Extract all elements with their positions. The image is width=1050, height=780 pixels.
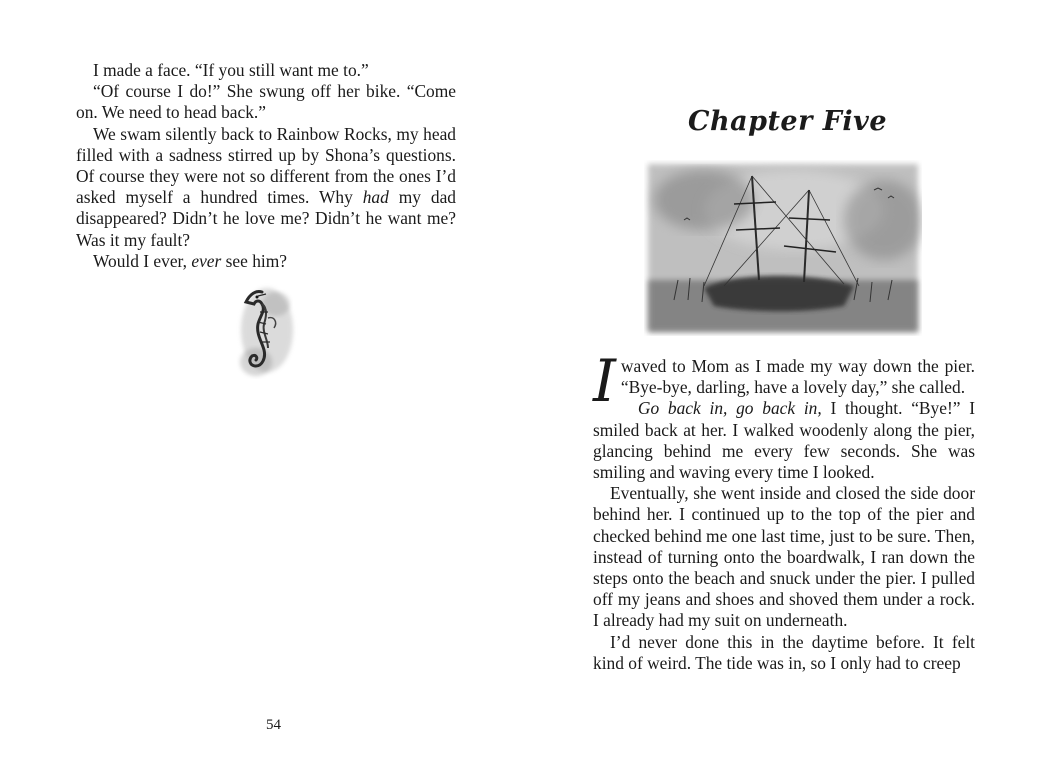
paragraph <box>593 483 975 631</box>
paragraph <box>76 124 456 251</box>
text-run: waved to Mom as I made my way down the pier. “Bye-bye, darling, have a lovely day,” she called. <box>620 356 975 398</box>
text-run: my dad disappeared? Didn’t he love me? Didn’t he want me? Was it my fault? <box>76 187 456 250</box>
text-run: see him? <box>221 250 287 271</box>
italic-text: ever <box>191 250 222 271</box>
text-run: “Of course I do!” She swung off her bike. “Come on. We need to head back.” <box>76 81 456 123</box>
paragraph <box>76 81 456 123</box>
page-number: 54 <box>266 717 281 733</box>
paragraph <box>593 398 975 483</box>
right-page-body-text <box>593 347 975 674</box>
left-page-body-text <box>76 60 456 272</box>
text-run: Would I ever, <box>93 250 192 271</box>
right-page <box>525 0 1050 780</box>
italic-text: had <box>362 187 389 208</box>
drop-cap: I <box>593 347 616 415</box>
text-run: We swam silently back to Rainbow Rocks, my head filled with a sadness stirred up by Shona’s questions. Of course they were not so different from the ones I’d asked myself a hundred times. Why <box>76 123 456 208</box>
chapter-title: Chapter Five <box>687 106 888 137</box>
seahorse-illustration <box>232 282 298 384</box>
paragraph <box>76 251 456 272</box>
paragraph <box>593 632 975 674</box>
text-run: I thought. “Bye!” I smiled back at her. I walked woodenly along the pier, glancing behind me every few seconds. She was smiling and waving every time I looked. <box>593 398 975 483</box>
text-run: I’d never done this in the daytime before. It felt kind of weird. The tide was in, so I only had to creep <box>593 631 975 673</box>
text-run: Eventually, she went inside and closed the side door behind her. I continued up to the top of the pier and checked behind me one last time, just to be sure. Then, instead of turning onto the boardwalk, I ran down the steps onto the beach and snuck under the pier. I pulled off my jeans and shoes and shoved them under a rock. I already had my suit on underneath. <box>593 483 975 631</box>
text-run: I made a face. “If you still want me to.” <box>93 60 369 80</box>
italic-text: Go back in, go back in, <box>637 398 822 419</box>
paragraph <box>76 60 456 81</box>
ship-illustration <box>644 160 922 336</box>
